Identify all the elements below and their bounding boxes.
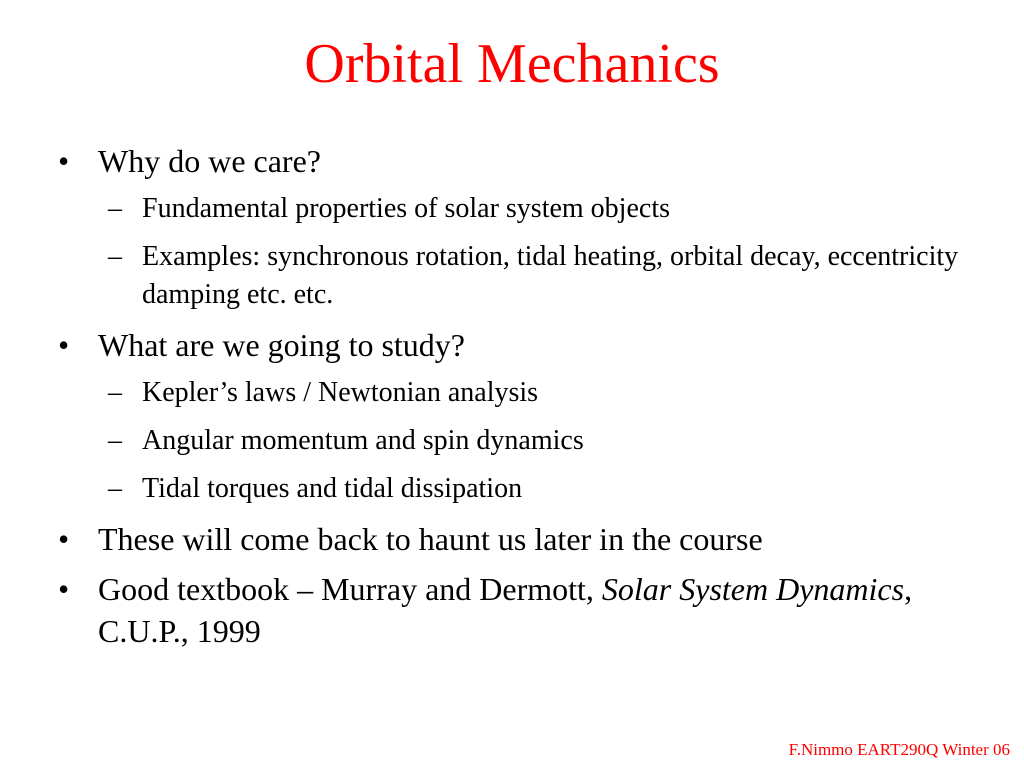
bullet-text bbox=[98, 571, 912, 649]
dash-icon: – bbox=[108, 473, 122, 504]
sub-bullet-item bbox=[56, 470, 986, 508]
bullet-item bbox=[56, 568, 986, 652]
dash-icon: – bbox=[108, 425, 122, 456]
sub-bullet-text: Examples: synchronous rotation, tidal heating, orbital decay, eccentricity damping etc. etc. bbox=[142, 241, 959, 310]
sub-bullet-text: Tidal torques and tidal dissipation bbox=[142, 473, 523, 504]
sub-bullet-text: Kepler’s laws / Newtonian analysis bbox=[142, 377, 539, 408]
bullet-item bbox=[56, 518, 986, 560]
bullet-icon: • bbox=[58, 327, 70, 363]
bullet-text: These will come back to haunt us later in the course bbox=[98, 521, 763, 557]
bullet-text: Why do we care? bbox=[98, 143, 321, 179]
bullet-item bbox=[56, 324, 986, 366]
sub-bullet-item bbox=[56, 422, 986, 460]
dash-icon: – bbox=[108, 377, 122, 408]
textbook-text: Good textbook – Murray and Dermott, bbox=[98, 571, 602, 607]
sub-bullet-list bbox=[56, 190, 986, 314]
textbook-publisher: , C.U.P., 1999 bbox=[98, 571, 913, 649]
bullet-item bbox=[56, 140, 986, 182]
bullet-text: What are we going to study? bbox=[98, 327, 465, 363]
bullet-list bbox=[56, 140, 986, 660]
dash-icon: – bbox=[108, 241, 122, 272]
sub-bullet-item bbox=[56, 190, 986, 228]
bullet-icon: • bbox=[58, 571, 70, 607]
sub-bullet-text: Fundamental properties of solar system objects bbox=[142, 193, 670, 224]
textbook-title: Solar System Dynamics bbox=[601, 571, 905, 607]
sub-bullet-item bbox=[56, 238, 986, 314]
slide-footer: F.Nimmo EART290Q Winter 06 bbox=[788, 740, 1010, 759]
sub-bullet-item bbox=[56, 374, 986, 412]
bullet-icon: • bbox=[58, 143, 70, 179]
sub-bullet-list bbox=[56, 374, 986, 508]
sub-bullet-text: Angular momentum and spin dynamics bbox=[142, 425, 584, 456]
dash-icon: – bbox=[108, 193, 122, 224]
bullet-icon: • bbox=[58, 521, 70, 557]
slide-title: Orbital Mechanics bbox=[304, 33, 720, 95]
